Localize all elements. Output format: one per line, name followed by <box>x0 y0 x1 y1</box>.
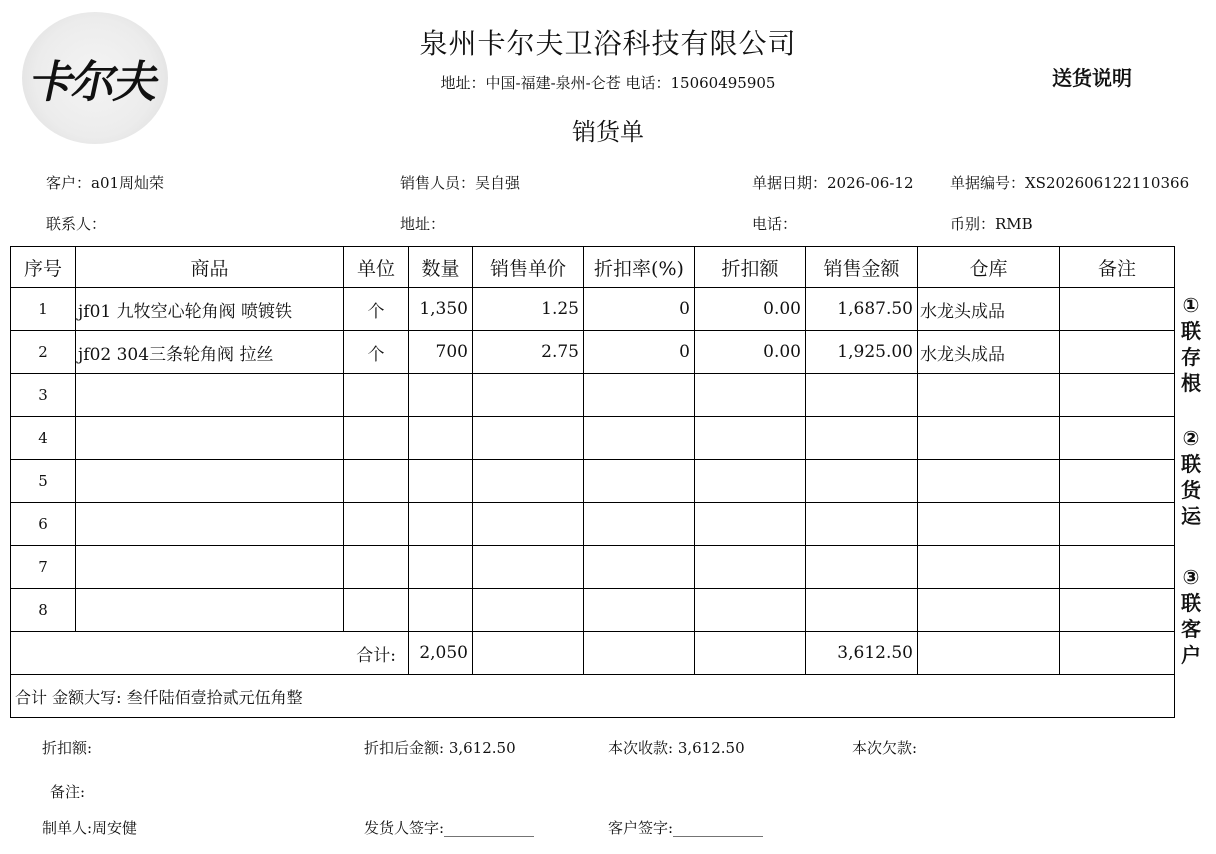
cell-seq: 8 <box>11 589 76 632</box>
table-row <box>11 331 1175 374</box>
table-row <box>11 546 1175 589</box>
cell-remark <box>1060 460 1175 503</box>
cell-amount <box>806 546 918 589</box>
cell-amount: 1,687.50 <box>806 288 918 331</box>
copy-label-shipping <box>1176 425 1206 529</box>
address-field: 地址： <box>400 215 446 233</box>
contact-field: 联系人： <box>46 215 107 233</box>
total-qty: 2,050 <box>409 632 473 675</box>
table-header-row <box>11 247 1175 288</box>
cell-seq: 6 <box>11 503 76 546</box>
cell-qty <box>409 589 473 632</box>
table-row <box>11 288 1175 331</box>
cell-price <box>473 417 584 460</box>
footer-after-discount: 折扣后金额: 3,612.50 <box>364 739 516 757</box>
cell-unit <box>344 460 409 503</box>
cell-price: 2.75 <box>473 331 584 374</box>
cell-seq: 1 <box>11 288 76 331</box>
cell-product <box>76 546 344 589</box>
cell-amount <box>806 503 918 546</box>
cell-warehouse <box>918 417 1060 460</box>
cell-discount-rate <box>584 503 695 546</box>
footer-maker: 制单人:周安健 <box>42 819 138 837</box>
cell-product: jf01 九牧空心轮角阀 喷镀铁 <box>76 288 344 331</box>
cell-unit <box>344 546 409 589</box>
cell-discount-amount <box>695 417 806 460</box>
total-amount: 3,612.50 <box>806 632 918 675</box>
amount-in-words-row <box>11 675 1175 718</box>
delivery-note-link[interactable]: 送货说明 <box>1052 66 1132 90</box>
copy-label-customer <box>1176 564 1206 668</box>
table-row <box>11 460 1175 503</box>
cell-price <box>473 503 584 546</box>
cell-remark <box>1060 288 1175 331</box>
cell-discount-amount: 0.00 <box>695 331 806 374</box>
cell-seq: 4 <box>11 417 76 460</box>
cell-qty <box>409 417 473 460</box>
copy-label-stub-text: ①联存根 <box>1181 293 1201 395</box>
cell-product <box>76 460 344 503</box>
cell-qty: 700 <box>409 331 473 374</box>
cell-amount <box>806 374 918 417</box>
cell-amount <box>806 460 918 503</box>
cell-discount-rate <box>584 374 695 417</box>
total-row <box>11 632 1175 675</box>
cell-warehouse <box>918 460 1060 503</box>
footer-received: 本次收款: 3,612.50 <box>608 739 745 757</box>
doc-date-field: 单据日期：2026-06-12 <box>752 174 914 192</box>
document-title: 销货单 <box>572 118 644 146</box>
cell-discount-rate: 0 <box>584 331 695 374</box>
currency-field: 币别：RMB <box>950 215 1033 233</box>
cell-discount-amount <box>695 460 806 503</box>
cell-remark <box>1060 331 1175 374</box>
cell-unit <box>344 589 409 632</box>
header-product: 商品 <box>76 247 344 288</box>
cell-discount-amount: 0.00 <box>695 288 806 331</box>
cell-discount-amount <box>695 503 806 546</box>
cell-unit <box>344 417 409 460</box>
cell-unit <box>344 374 409 417</box>
cell-product <box>76 374 344 417</box>
header-qty: 数量 <box>409 247 473 288</box>
cell-price <box>473 589 584 632</box>
cell-warehouse <box>918 503 1060 546</box>
cell-unit <box>344 503 409 546</box>
header-seq: 序号 <box>11 247 76 288</box>
table-row <box>11 503 1175 546</box>
phone-field: 电话： <box>752 215 798 233</box>
cell-discount-rate <box>584 589 695 632</box>
cell-seq: 2 <box>11 331 76 374</box>
footer-discount: 折扣额: <box>42 739 93 757</box>
cell-warehouse: 水龙头成品 <box>918 331 1060 374</box>
copy-label-shipping-text: ②联货运 <box>1181 426 1201 528</box>
cell-price <box>473 546 584 589</box>
table-row <box>11 417 1175 460</box>
table-row <box>11 589 1175 632</box>
cell-warehouse <box>918 546 1060 589</box>
cell-price <box>473 460 584 503</box>
copy-label-customer-text: ③联客户 <box>1181 565 1201 667</box>
table-row <box>11 374 1175 417</box>
salesperson-field: 销售人员：吴自强 <box>400 174 521 192</box>
cell-product <box>76 417 344 460</box>
cell-unit: 个 <box>344 331 409 374</box>
cell-remark <box>1060 589 1175 632</box>
total-price-empty <box>473 632 584 675</box>
total-remark-empty <box>1060 632 1175 675</box>
cell-discount-amount <box>695 374 806 417</box>
cell-warehouse: 水龙头成品 <box>918 288 1060 331</box>
company-address-line: 地址：中国-福建-泉州-仑苍 电话：15060495905 <box>440 74 776 92</box>
cell-seq: 3 <box>11 374 76 417</box>
doc-number-field: 单据编号：XS202606122110366 <box>950 174 1190 192</box>
header-discount-amount: 折扣额 <box>695 247 806 288</box>
cell-qty <box>409 546 473 589</box>
header-discount-rate: 折扣率(%) <box>584 247 695 288</box>
amount-in-words: 合计 金额大写: 叁仟陆佰壹拾贰元伍角整 <box>11 675 1175 718</box>
cell-product <box>76 589 344 632</box>
cell-discount-rate <box>584 417 695 460</box>
cell-remark <box>1060 417 1175 460</box>
cell-amount <box>806 417 918 460</box>
cell-qty: 1,350 <box>409 288 473 331</box>
cell-product: jf02 304三条轮角阀 拉丝 <box>76 331 344 374</box>
footer-shipper-signature: 发货人签字:____________ <box>364 819 535 837</box>
cell-seq: 7 <box>11 546 76 589</box>
total-warehouse-empty <box>918 632 1060 675</box>
header-price: 销售单价 <box>473 247 584 288</box>
company-name: 泉州卡尔夫卫浴科技有限公司 <box>419 27 797 60</box>
copy-label-stub <box>1176 292 1206 396</box>
cell-amount: 1,925.00 <box>806 331 918 374</box>
header-warehouse: 仓库 <box>918 247 1060 288</box>
cell-warehouse <box>918 589 1060 632</box>
footer-customer-signature: 客户签字:____________ <box>608 819 764 837</box>
header-remark: 备注 <box>1060 247 1175 288</box>
cell-seq: 5 <box>11 460 76 503</box>
cell-discount-rate <box>584 460 695 503</box>
cell-qty <box>409 460 473 503</box>
cell-price: 1.25 <box>473 288 584 331</box>
cell-remark <box>1060 546 1175 589</box>
total-discount-amount-empty <box>695 632 806 675</box>
cell-remark <box>1060 503 1175 546</box>
cell-discount-amount <box>695 546 806 589</box>
sales-table <box>10 246 1175 718</box>
cell-discount-rate: 0 <box>584 288 695 331</box>
footer-remark: 备注: <box>50 783 86 801</box>
header-amount: 销售金额 <box>806 247 918 288</box>
cell-product <box>76 503 344 546</box>
cell-amount <box>806 589 918 632</box>
footer-owed: 本次欠款: <box>852 739 918 757</box>
cell-price <box>473 374 584 417</box>
header-unit: 单位 <box>344 247 409 288</box>
cell-remark <box>1060 374 1175 417</box>
cell-qty <box>409 374 473 417</box>
cell-discount-amount <box>695 589 806 632</box>
cell-warehouse <box>918 374 1060 417</box>
logo-text: 卡尔夫 <box>25 57 163 108</box>
total-label: 合计: <box>11 632 409 675</box>
cell-unit: 个 <box>344 288 409 331</box>
cell-qty <box>409 503 473 546</box>
total-discount-rate-empty <box>584 632 695 675</box>
customer-field: 客户：a01周灿荣 <box>46 174 165 192</box>
cell-discount-rate <box>584 546 695 589</box>
